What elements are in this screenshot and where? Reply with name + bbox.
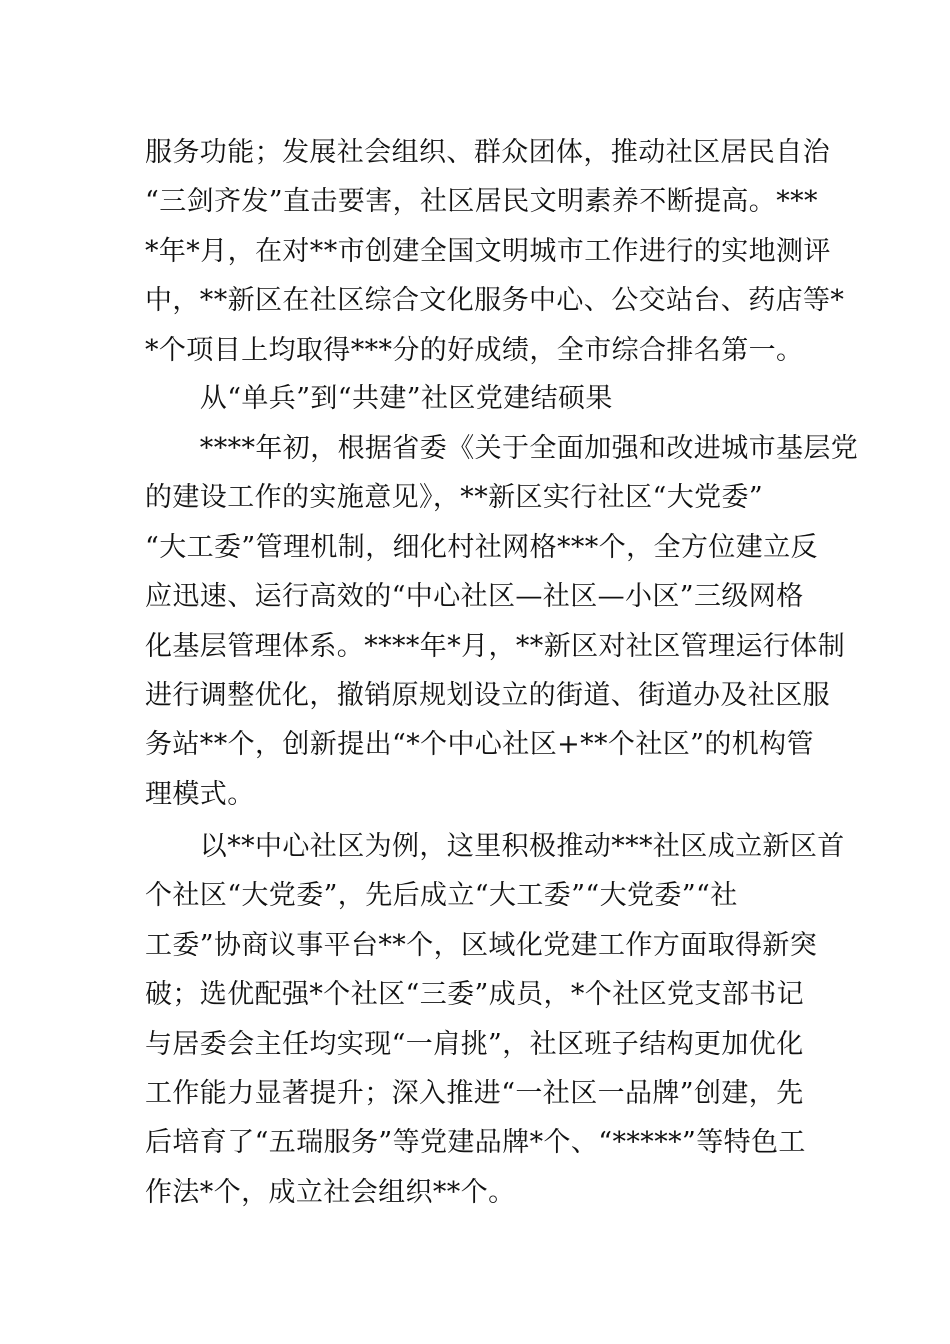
text-line: ****年初，根据省委《关于全面加强和改进城市基层党 [145,433,859,464]
text-line: 化基层管理体系。****年*月，**新区对社区管理运行体制 [145,630,846,662]
text-line: 工委”协商议事平台**个，区域化党建工作方面取得新突 [145,929,818,961]
paragraph-community-services [145,128,845,375]
text-line: *个项目上均取得***分的好成绩，全市综合排名第一。 [145,334,804,366]
text-line: 应迅速、运行高效的“中心社区—社区—小区”三级网格 [145,581,804,613]
text-line: 工作能力显著提升；深入推进“一社区一品牌”创建，先 [145,1077,804,1109]
heading-text: 从“单兵”到“共建”社区党建结硕果 [145,383,613,414]
text-line: 个社区“大党委”，先后成立“大工委”“大党委”“社 [145,880,738,912]
paragraph-center-community-example [145,822,845,1217]
text-line: *年*月，在对**市创建全国文明城市工作进行的实地测评 [145,235,831,267]
paragraph-party-building-mechanism [145,424,859,819]
text-line: “三剑齐发”直击要害，社区居民文明素养不断提高。*** [145,186,818,218]
text-line: 以**中心社区为例，这里积极推动***社区成立新区首 [145,831,845,862]
text-line: “大工委”管理机制，细化村社网格***个，全方位建立反 [145,531,818,563]
text-line: 与居委会主任均实现“一肩挑”，社区班子结构更加优化 [145,1028,804,1060]
text-line: 作法*个，成立社会组织**个。 [145,1176,516,1208]
text-line: 服务功能；发展社会组织、群众团体，推动社区居民自治 [145,137,830,168]
text-line: 中，**新区在社区综合文化服务中心、公交站台、药店等* [145,285,845,317]
text-line: 破；选优配强*个社区“三委”成员，*个社区党支部书记 [145,979,805,1011]
text-line: 务站**个，创新提出“*个中心社区+**个社区”的机构管 [145,729,814,761]
text-line: 进行调整优化，撤销原规划设立的街道、街道办及社区服 [145,679,830,711]
text-line: 的建设工作的实施意见》，**新区实行社区“大党委” [145,482,764,514]
text-line: 后培育了“五瑞服务”等党建品牌*个、“*****”等特色工 [145,1127,806,1159]
section-heading [145,374,810,423]
text-line: 理模式。 [145,778,255,810]
